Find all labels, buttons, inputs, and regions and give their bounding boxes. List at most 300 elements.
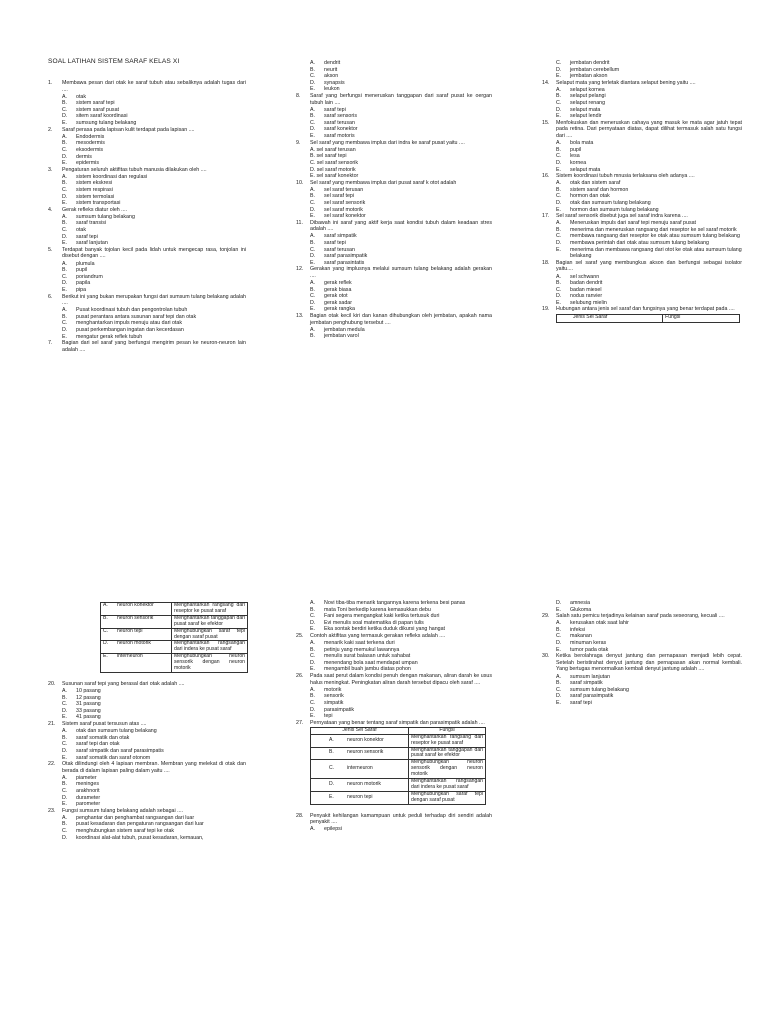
question-27-table	[310, 727, 486, 805]
option-letter: E.	[62, 801, 68, 808]
answer-options	[310, 687, 492, 720]
answer-option	[310, 80, 492, 87]
page1-column-2	[296, 60, 492, 340]
question-text: Membawa pesan dari otak ke saraf tubuh atau sebaliknya adalah tugas dari ....	[62, 80, 246, 93]
option-letter: A.	[556, 620, 562, 627]
question-text: Saraf perasa pada lapisan kulit terdapat pada lapisan ....	[62, 126, 195, 133]
option-letter: D.	[62, 193, 68, 200]
option-letter: A.	[310, 826, 316, 833]
question-item	[48, 207, 246, 247]
option-letter: A.	[62, 260, 68, 267]
question	[296, 633, 492, 640]
option-letter: D.	[556, 293, 562, 300]
question-number: 3.	[48, 166, 53, 173]
table-row	[101, 641, 248, 654]
option-text: gerak sadar	[324, 299, 352, 306]
answer-options	[62, 728, 246, 761]
option-letter: C.	[310, 246, 316, 253]
neuron-function: Menghubungkan saraf tepi dengan saraf pusat	[172, 628, 248, 641]
question-text: Sel saraf sensorik disebut juga sel saraf indra karena ....	[556, 213, 688, 220]
answer-option	[310, 73, 492, 80]
answer-options	[310, 233, 492, 266]
option-text: pipa	[76, 286, 87, 293]
option-text: saraf motoris	[324, 133, 355, 140]
answer-option	[62, 334, 246, 341]
answer-option	[62, 187, 246, 194]
question	[296, 140, 492, 147]
option-letter: E.	[62, 160, 68, 167]
question-19-table	[100, 602, 248, 673]
answer-option	[62, 728, 246, 735]
answer-option	[310, 213, 492, 220]
question-item	[296, 266, 492, 313]
question-number: 27.	[296, 719, 304, 726]
answer-option	[62, 755, 246, 762]
answer-options	[62, 688, 246, 721]
question	[542, 260, 742, 273]
option-letter: C.	[62, 787, 68, 794]
table-header-cell: Fungsi	[663, 314, 740, 322]
answer-option	[310, 126, 492, 133]
option-text: mesodermis	[76, 140, 105, 147]
answer-option	[62, 194, 246, 201]
answer-option	[62, 160, 246, 167]
question-text: Otak dilindungi oleh 4 lapisan membran. Membran yang melekat di otak dan berada di dalam lapisan paling dalam yaitu ....	[62, 761, 246, 774]
option-text: minuman keras	[570, 640, 607, 647]
option-letter: E.	[62, 754, 68, 761]
option-letter: B.	[62, 313, 68, 320]
answer-option	[556, 227, 742, 234]
answer-option	[62, 214, 246, 221]
answer-option	[310, 247, 492, 254]
option-text: pupil	[570, 146, 582, 153]
answer-option	[310, 600, 492, 607]
option-letter: B.	[311, 747, 346, 760]
option-letter: A.	[62, 728, 68, 735]
answer-option	[310, 333, 492, 340]
option-letter: E.	[62, 286, 68, 293]
option-text: membawa perintah dari otak atau sumsum tulang belakang	[570, 240, 709, 247]
option-letter: A.	[62, 307, 68, 314]
answer-option: D. sel saraf motorik	[310, 166, 356, 173]
option-letter: C.	[62, 741, 68, 748]
option-text: mengatur gerak reflek tubuh	[76, 333, 143, 340]
question-list	[542, 80, 742, 313]
answer-option	[310, 193, 492, 200]
table-cell-type	[101, 628, 172, 641]
option-letter: E.	[310, 133, 316, 140]
neuron-type: neuron konektor	[345, 734, 409, 747]
answer-option	[310, 233, 492, 240]
option-letter: B.	[310, 113, 316, 120]
option-text: koordinasi alat-alat tubuh, pusat kesadaran, kemauan,	[76, 834, 204, 841]
answer-option: B. sel saraf tepi	[310, 153, 347, 160]
answer-option	[556, 293, 742, 300]
option-text: otak dan sumsum tulang belakang	[570, 199, 651, 206]
question-item	[48, 340, 246, 353]
answer-option	[310, 660, 492, 667]
neuron-type: neuron motorik	[117, 640, 151, 647]
question-item	[48, 80, 246, 127]
option-text: epilepsi	[324, 826, 342, 833]
question-text: Sel saraf yang membawa implus dari pusat saraf k otot adalah	[310, 179, 457, 186]
table-cell-type	[101, 654, 172, 673]
option-text: sistem saraf tepi	[76, 100, 115, 107]
option-letter: D.	[62, 280, 68, 287]
option-text: sel saraf tepi	[324, 193, 355, 200]
table-row	[311, 779, 486, 792]
options-continued	[556, 60, 742, 80]
answer-options	[556, 220, 742, 260]
answer-options	[62, 815, 246, 841]
option-letter: E.	[62, 240, 68, 247]
option-text: amnesia	[570, 600, 591, 606]
answer-options	[62, 214, 246, 247]
answer-option	[556, 627, 742, 634]
question	[296, 720, 492, 727]
answer-option	[62, 280, 246, 287]
answer-option	[62, 828, 246, 835]
option-letter: C.	[103, 627, 109, 634]
answer-option	[556, 67, 742, 74]
option-text: epidermis	[76, 160, 99, 167]
answer-option	[556, 647, 742, 654]
option-text: Endodermis	[76, 133, 105, 140]
answer-option	[62, 795, 246, 802]
option-text: 33 pasang	[76, 707, 101, 714]
question-number: 6.	[48, 293, 53, 300]
question-text: Bagian otak kecil kiri dan kanan dihubungkan oleh jembatan, apakah nama jembatan penghubung tersebut ....	[310, 313, 492, 326]
question-text: Dibawah ini saraf yang aktif kerja saat kondisi tubuh dalam keadaan stres adalah ....	[310, 219, 492, 233]
answer-option	[62, 835, 246, 842]
answer-option	[556, 140, 742, 147]
answer-option	[310, 607, 492, 614]
answer-option	[556, 633, 742, 640]
option-text: selaput renang	[570, 100, 606, 107]
option-letter: D.	[556, 240, 562, 247]
option-text: pusat perantara antara susunan saraf tepi dan otak	[76, 313, 197, 320]
question-text: Contoh aktifitas yang termasuk gerakan refleks adalah ....	[310, 632, 446, 639]
option-text: jembatan dendrit	[570, 60, 610, 66]
question-number: 14.	[542, 79, 550, 86]
option-letter: E.	[103, 653, 108, 660]
page2-column-2	[296, 600, 492, 833]
option-letter: C.	[311, 760, 346, 779]
question	[48, 681, 246, 688]
table-header-cell: Jenis Sel Saraf	[311, 727, 409, 734]
answer-option	[310, 120, 492, 127]
question-number: 1.	[48, 80, 53, 86]
answer-option	[310, 647, 492, 654]
question-list	[542, 613, 742, 706]
option-letter: A.	[311, 734, 346, 747]
option-letter: D.	[62, 326, 68, 333]
neuron-type: neuron motorik	[345, 779, 409, 792]
option-text: jembatan varol	[324, 333, 359, 340]
answer-option	[310, 187, 492, 194]
answer-option	[310, 253, 492, 260]
question	[542, 80, 742, 87]
question-list	[296, 633, 492, 726]
answer-option	[556, 200, 742, 207]
answer-option	[556, 300, 742, 307]
option-text: saraf somatik dan otak	[76, 734, 130, 741]
option-text: selaput lendir	[570, 113, 602, 120]
question-number: 8.	[296, 92, 301, 99]
option-letter: B.	[310, 333, 316, 340]
question-text: Bagian sel saraf yang membungkus akson dan berfungsi sebagai isolator yaitu....	[556, 259, 742, 273]
option-letter: D.	[62, 153, 68, 160]
option-text: saraf lanjutan	[76, 240, 108, 247]
answer-option	[62, 180, 246, 187]
table-row	[311, 791, 486, 804]
question-list	[48, 80, 246, 353]
option-text: 12 pasang	[76, 694, 101, 701]
option-letter: D.	[310, 659, 316, 666]
option-letter: E.	[556, 299, 562, 306]
option-text: sensorik	[324, 693, 344, 700]
page2-column-1	[48, 598, 246, 841]
option-text: sitem saraf koordinasi	[76, 113, 128, 120]
option-text: menghubungkan sistem saraf tepi ke otak	[76, 828, 175, 835]
option-text: mata Toni berkedip karena kemasukkan debu	[324, 606, 431, 613]
answer-option	[556, 700, 742, 707]
question-item	[48, 808, 246, 841]
answer-option	[556, 60, 742, 67]
option-letter: C.	[62, 146, 68, 153]
option-text: menarik kaki saat terkena duri	[324, 640, 395, 647]
answer-option	[556, 220, 742, 227]
question-19-table-header	[556, 314, 740, 323]
question-text: Terdapat banyak tojolan kecil pada lidah untuk mengecap rasa, tonjolan ini disebut dengan ....	[62, 246, 246, 260]
answer-option	[62, 695, 246, 702]
answer-option	[310, 260, 492, 267]
option-letter: B.	[62, 781, 68, 788]
option-text: selaput pelangi	[570, 93, 606, 100]
question-number: 30.	[542, 653, 550, 660]
option-text: saraf tepi	[76, 233, 98, 240]
option-text: saraf terusan	[324, 246, 355, 253]
option-text: kerusakan otak saat lahir	[570, 620, 629, 627]
answer-option	[310, 60, 492, 67]
neuron-function: Menghantarkan rangsang dari reseptor ke pusat saraf	[409, 734, 486, 747]
option-letter: E.	[556, 246, 562, 253]
option-text: hormon dan sumsum tulang belakang	[570, 206, 659, 213]
option-text: saraf tepi	[570, 699, 592, 706]
question-item	[542, 260, 742, 307]
answer-option	[62, 307, 246, 314]
answer-options	[556, 674, 742, 707]
option-letter: D.	[556, 199, 562, 206]
option-letter: E.	[556, 113, 562, 120]
option-letter: C.	[556, 193, 562, 200]
option-text: mengambil buah jambu diatas pohon	[324, 666, 411, 673]
option-text: saraf simpatik	[324, 233, 357, 240]
question-item	[296, 813, 492, 833]
option-text: bola mata	[570, 140, 594, 147]
answer-options	[556, 140, 742, 173]
answer-options	[556, 620, 742, 653]
option-text: selaput mata	[570, 166, 601, 173]
question-item	[296, 180, 492, 220]
answer-option	[556, 600, 742, 607]
option-letter: E.	[62, 333, 68, 340]
question-number: 10.	[296, 179, 304, 186]
neuron-function: Menghantarkan tanggapan dari pusat saraf ke efektor	[409, 747, 486, 760]
answer-option	[62, 688, 246, 695]
answer-options	[310, 640, 492, 673]
option-letter: D.	[62, 113, 68, 120]
answer-option	[310, 653, 492, 660]
option-letter: D.	[310, 299, 316, 306]
answer-option	[310, 640, 492, 647]
option-letter: D.	[62, 747, 68, 754]
answer-option	[556, 93, 742, 100]
answer-options	[62, 174, 246, 207]
question-number: 2.	[48, 126, 53, 133]
option-text: otak dan sumsum tulang belakang	[76, 728, 157, 735]
question	[542, 653, 742, 673]
option-text: badan miesel	[570, 286, 602, 293]
question-item	[296, 220, 492, 267]
question	[48, 340, 246, 353]
question-number: 20.	[48, 680, 56, 687]
option-letter: A.	[310, 686, 316, 693]
option-letter: E.	[556, 646, 562, 653]
question-28	[296, 813, 492, 833]
question	[296, 180, 492, 187]
answer-option	[62, 140, 246, 147]
option-text: menerima dan membawa rangsang dari otot ke otak atau sumsum tulang belakang	[570, 246, 742, 260]
option-text: parasimpatik	[324, 706, 355, 713]
option-text: meninges	[76, 781, 99, 788]
question-text: Hubungan antara jenis sel saraf dan fungsinya yang benar terdapat pada ....	[556, 306, 735, 313]
option-letter: A.	[310, 600, 316, 606]
option-letter: B.	[556, 226, 562, 233]
question	[48, 167, 246, 174]
option-letter: C.	[62, 187, 68, 193]
answer-option	[310, 327, 492, 334]
answer-options	[310, 280, 492, 313]
answer-options	[556, 274, 742, 307]
option-letter: C.	[310, 699, 316, 706]
answer-options	[62, 775, 246, 808]
answer-option	[556, 674, 742, 681]
answer-option: A. sel saraf terusan	[310, 146, 356, 153]
answer-option	[62, 287, 246, 294]
option-text: makanan	[570, 633, 592, 640]
option-text: sel schwann	[570, 273, 600, 280]
option-letter: A.	[310, 280, 316, 287]
option-letter: C.	[556, 233, 562, 240]
option-letter: B.	[310, 693, 316, 700]
option-letter: C.	[310, 293, 316, 300]
table-row	[101, 628, 248, 641]
question	[296, 93, 492, 106]
options-continued	[310, 60, 492, 93]
question	[296, 220, 492, 233]
question-number: 19.	[542, 306, 550, 313]
option-text: lesa	[570, 153, 580, 160]
answer-option	[310, 626, 492, 633]
option-letter: E.	[310, 306, 316, 313]
answer-option	[556, 167, 742, 174]
question-text: Saraf yang berfungsi meneruskan tanggapan dari saraf pusat ke oergan tubuh lain ....	[310, 92, 492, 106]
option-letter: A.	[62, 93, 68, 100]
question-item	[296, 720, 492, 727]
question-number: 22.	[48, 761, 56, 768]
question-number: 12.	[296, 266, 304, 273]
option-text: menulis surat balasan untuk sahabat	[324, 653, 411, 660]
option-letter: A.	[556, 140, 562, 147]
option-letter: A.	[310, 186, 316, 193]
question-text: Sistem koordinasi tubuh mnusia terlaksana oleh adanya ....	[556, 173, 695, 180]
option-text: saraf parasimpatik	[324, 253, 368, 260]
answer-option	[62, 134, 246, 141]
question-text: Gerak refleks diatur oleh ....	[62, 206, 128, 213]
option-text: tepi	[324, 713, 333, 720]
question-text: Pengaturan seluruh aktifitas tubuh manusia dilakukan oleh ....	[62, 166, 207, 173]
option-text: Meneruskan impuls dari saraf tepi menuju saraf pusat	[570, 220, 697, 227]
question	[48, 721, 246, 728]
answer-option	[62, 327, 246, 334]
question-number: 28.	[296, 812, 304, 819]
question-item	[542, 653, 742, 706]
option-letter: A.	[62, 688, 68, 695]
answer-option	[556, 640, 742, 647]
answer-options	[62, 134, 246, 167]
option-letter: B.	[62, 180, 68, 187]
question-item	[48, 247, 246, 294]
worksheet-title: SOAL LATIHAN SISTEM SARAF KELAS XI	[48, 58, 180, 65]
option-text: badan dendrit	[570, 280, 603, 287]
option-text: gerak biasa	[324, 286, 352, 293]
option-letter: B.	[310, 193, 316, 200]
option-letter: D.	[62, 707, 68, 714]
answer-option	[310, 293, 492, 300]
answer-option	[62, 147, 246, 154]
table-row	[101, 654, 248, 673]
option-letter: A.	[556, 180, 562, 187]
option-letter: C.	[556, 286, 562, 293]
answer-option	[62, 714, 246, 721]
option-letter: E.	[62, 120, 68, 127]
option-letter: E.	[556, 699, 562, 706]
option-text: piameter	[76, 774, 97, 781]
option-letter: E.	[556, 73, 562, 80]
question-item	[48, 167, 246, 207]
option-letter: E.	[556, 206, 562, 213]
option-letter: E.	[310, 259, 316, 266]
question-number: 11.	[296, 219, 303, 226]
question-text: Susunan saraf tepi yang berasal dari otak adalah ....	[62, 680, 185, 687]
answer-option	[310, 113, 492, 120]
answer-option	[62, 240, 246, 247]
option-text: Evi menulis soal matematika di papan tulis	[324, 619, 424, 626]
answer-option	[310, 707, 492, 714]
option-text: sumsum tulang belakang	[570, 686, 629, 693]
option-text: sistem transportasi	[76, 200, 121, 207]
question-item	[296, 673, 492, 720]
option-letter: E.	[62, 200, 68, 207]
option-text: petinju yang memukul lawannya	[324, 646, 400, 653]
answer-option	[62, 261, 246, 268]
question-number: 7.	[48, 340, 53, 347]
answer-option	[310, 666, 492, 673]
answer-options	[310, 826, 492, 833]
answer-option	[310, 280, 492, 287]
option-letter: B.	[62, 694, 68, 701]
